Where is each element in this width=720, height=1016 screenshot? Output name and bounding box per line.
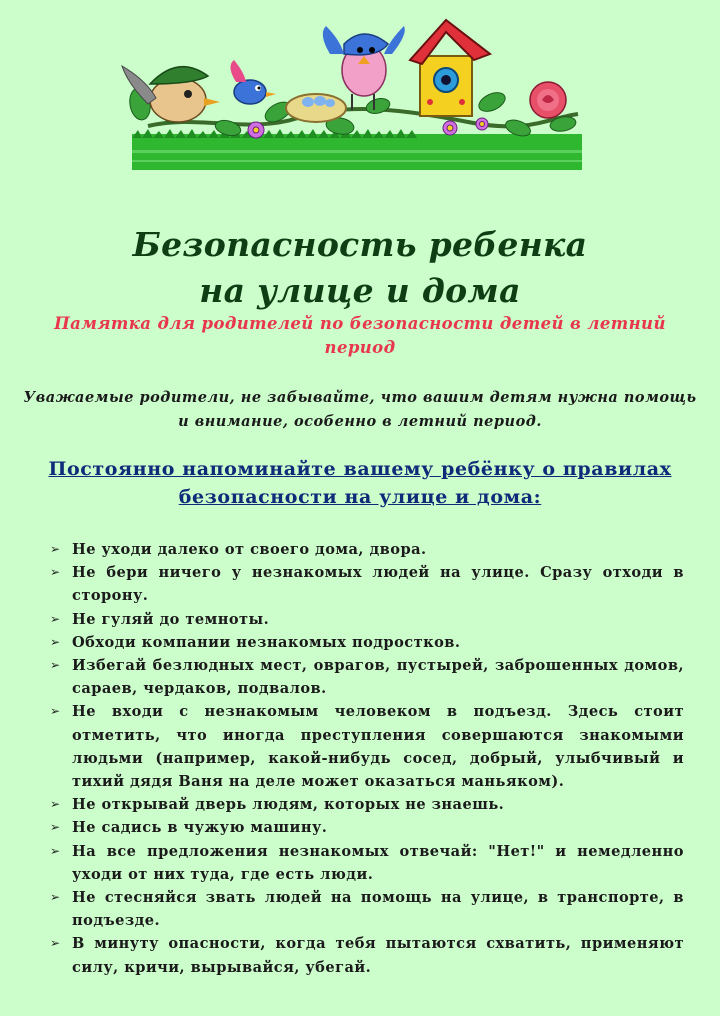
list-arrow-icon: ➢ <box>50 820 61 835</box>
subtitle: Памятка для родителей по безопасности детей в летний период <box>54 314 666 357</box>
list-arrow-icon: ➢ <box>50 565 61 580</box>
list-item: ➢ Не гуляй до темноты. <box>50 608 684 631</box>
list-item: ➢ Не уходи далеко от своего дома, двора. <box>50 538 684 561</box>
list-item: ➢ На все предложения незнакомых отвечай: "Нет!" и немедленно уходи от них туда, где есть люди. <box>50 840 684 886</box>
list-item: ➢ Избегай безлюдных мест, оврагов, пустырей, заброшенных домов, сараев, чердаков, подвалов. <box>50 654 684 700</box>
bird-icon <box>230 60 276 104</box>
list-item: ➢ В минуту опасности, когда тебя пытаются схватить, применяют силу, кричи, вырывайся, убегай. <box>50 932 684 978</box>
page-title <box>0 222 720 314</box>
list-arrow-icon: ➢ <box>50 890 61 905</box>
list-arrow-icon: ➢ <box>50 797 61 812</box>
nest-icon <box>286 94 346 122</box>
header-illustration <box>108 14 588 174</box>
title-line-2: на улице и дома <box>199 271 521 311</box>
list-arrow-icon: ➢ <box>50 634 61 649</box>
list-arrow-icon: ➢ <box>50 843 61 858</box>
list-arrow-icon: ➢ <box>50 936 61 951</box>
list-item: ➢ Не стесняйся звать людей на помощь на улице, в транспорте, в подъезде. <box>50 886 684 932</box>
list-arrow-icon: ➢ <box>50 658 61 673</box>
list-arrow-icon: ➢ <box>50 704 61 719</box>
title-line-1: Безопасность ребенка <box>132 225 588 265</box>
rose-icon <box>530 82 566 118</box>
list-item: ➢ Не садись в чужую машину. <box>50 816 684 839</box>
list-item: ➢ Обходи компании незнакомых подростков. <box>50 631 684 654</box>
rules-heading: Постоянно напоминайте вашему ребёнку о правилах безопасности на улице и дома: <box>48 458 672 508</box>
list-item: ➢ Не открывай дверь людям, которых не знаешь. <box>50 793 684 816</box>
list-item: ➢ Не бери ничего у незнакомых людей на улице. Сразу отходи в сторону. <box>50 561 684 607</box>
list-arrow-icon: ➢ <box>50 542 61 556</box>
birdhouse-icon <box>410 20 490 116</box>
list-arrow-icon: ➢ <box>50 611 61 626</box>
intro-text: Уважаемые родители, не забывайте, что вашим детям нужна помощь и внимание, особенно в летний период. <box>23 389 697 430</box>
rules-list <box>50 538 684 979</box>
list-item: ➢ Не входи с незнакомым человеком в подъезд. Здесь стоит отметить, что иногда преступления совершаются знакомыми людьми (например, какой-нибудь сосед, добрый, улыбчивый и тихий дядя Ваня на деле может оказаться маньяком). <box>50 700 684 793</box>
